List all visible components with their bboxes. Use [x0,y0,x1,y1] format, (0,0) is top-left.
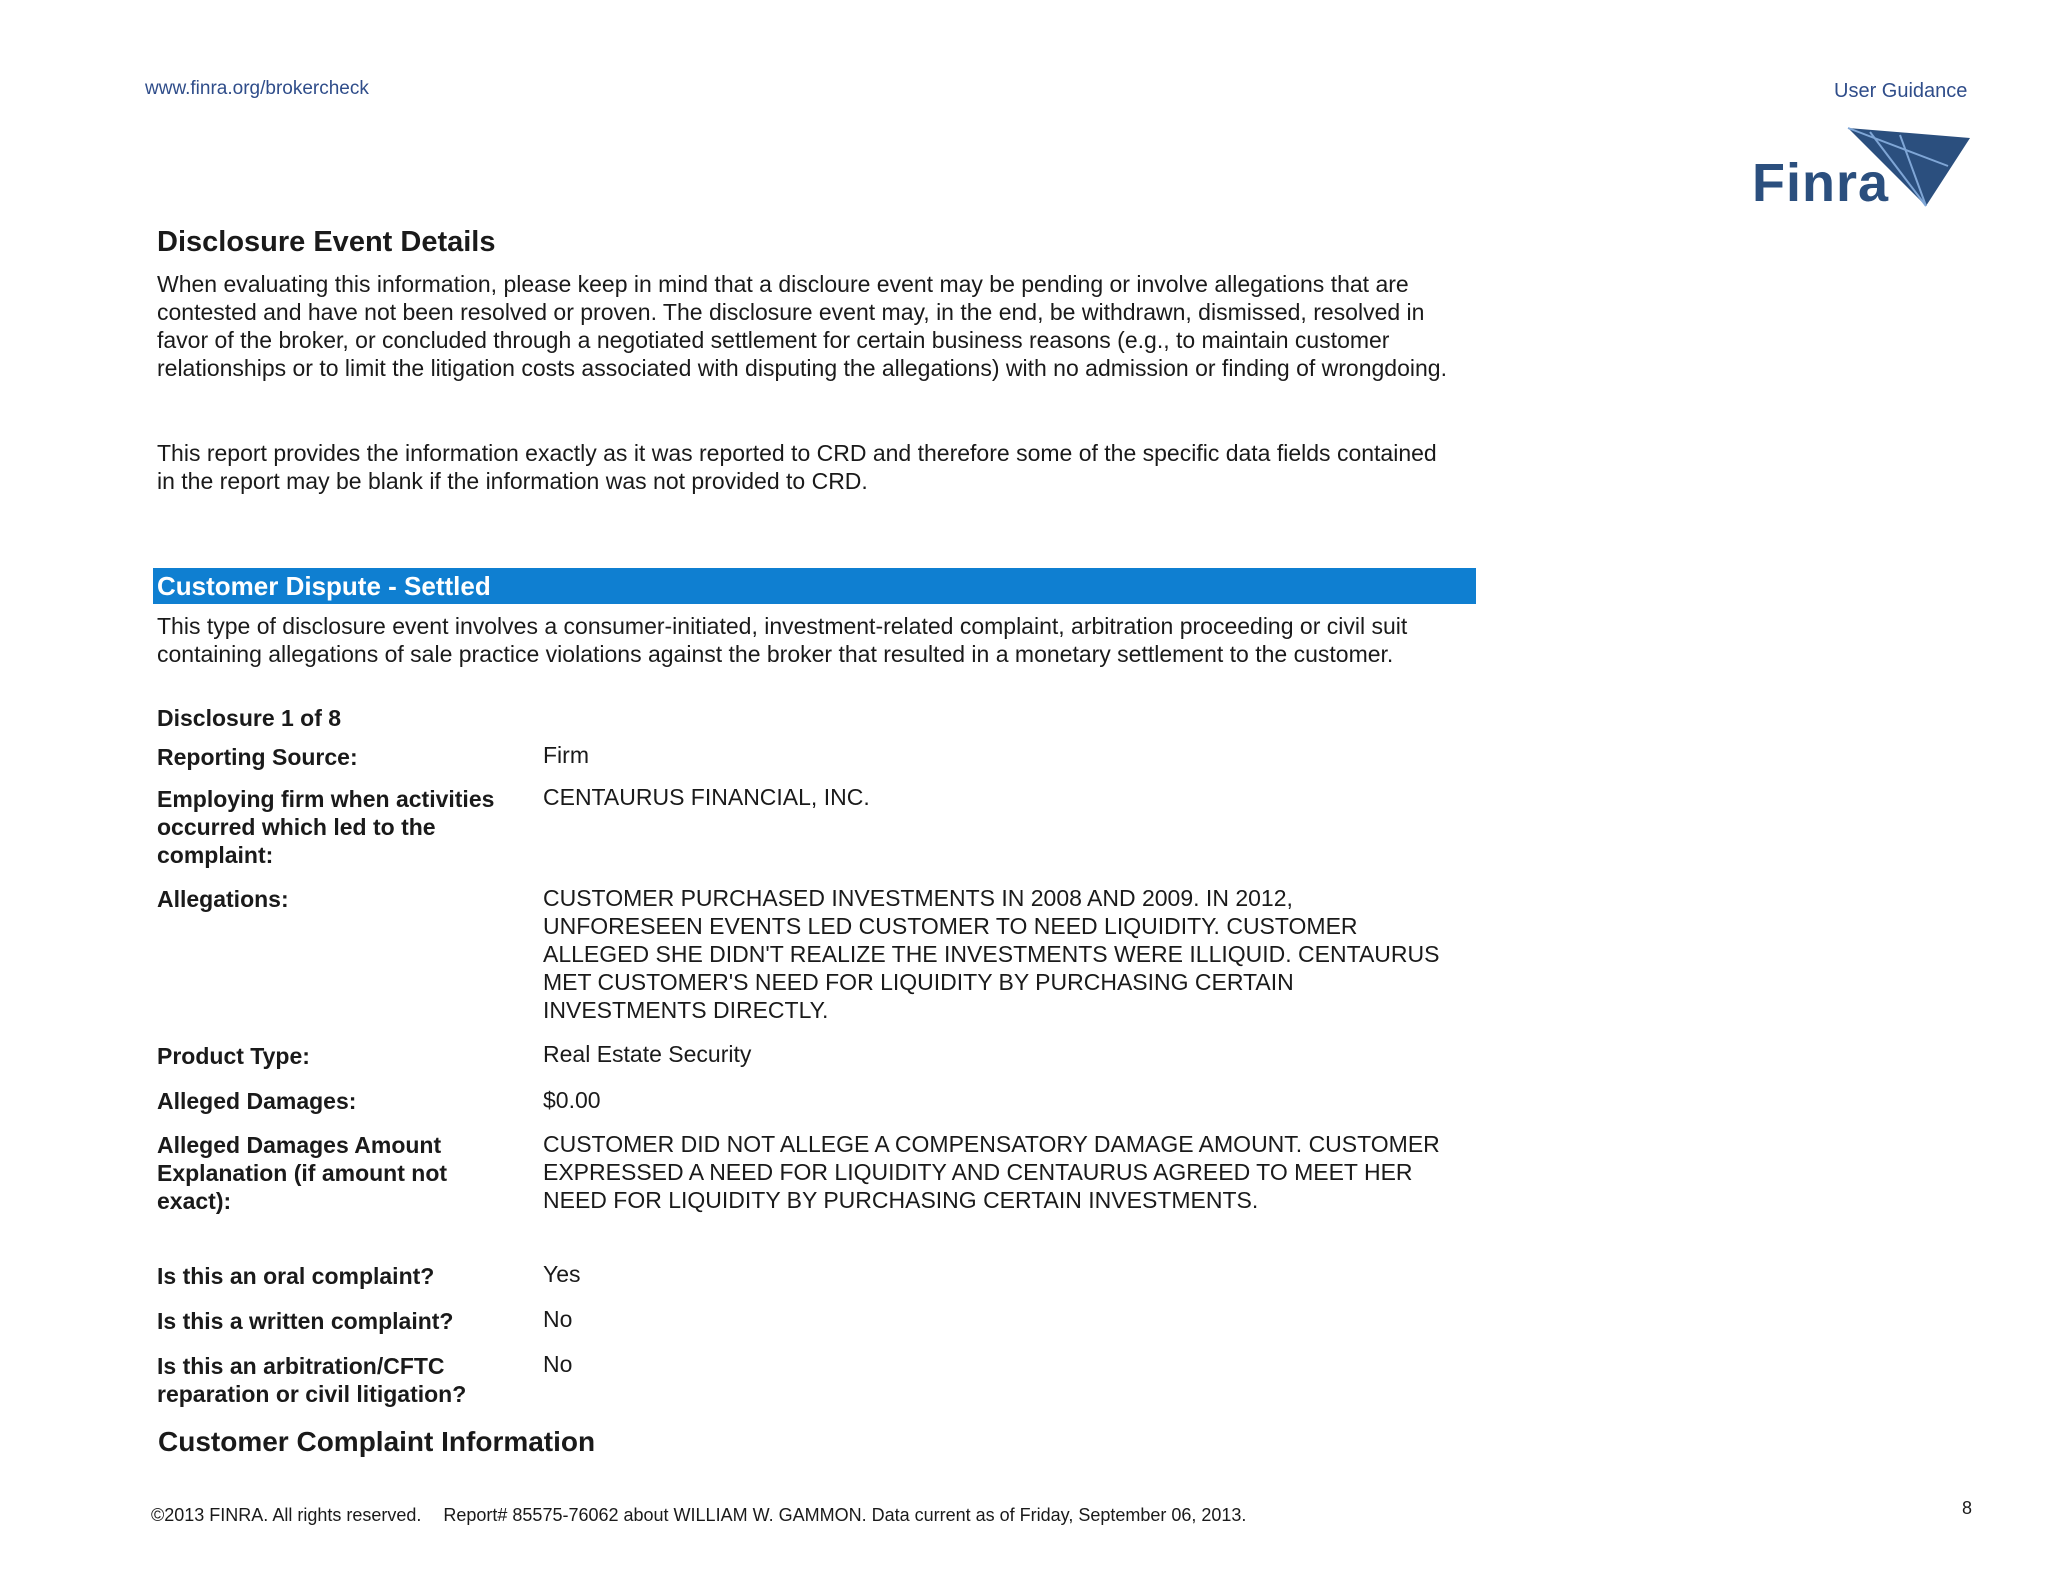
field-value-product-type: Real Estate Security [543,1041,752,1067]
finra-logo [1752,126,1972,213]
field-value-reporting-source: Firm [543,742,589,768]
field-value-allegations: CUSTOMER PURCHASED INVESTMENTS IN 2008 AND 2009. IN 2012, UNFORESEEN EVENTS LED CUSTOMER TO NEED LIQUIDITY. CUSTOMER ALLEGED SHE DIDN'T REALIZE THE INVESTMENTS WERE ILLIQUID. CENTAURUS MET CUSTOMER'S NEED FOR LIQUIDITY BY PURCHASING CERTAIN INVESTMENTS DIRECTLY. [543,885,1440,1023]
page-footer [151,1505,1246,1526]
field-label-arbitration: Is this an arbitration/CFTC reparation or civil litigation? [157,1353,467,1407]
field-value-employing-firm: CENTAURUS FINANCIAL, INC. [543,784,870,810]
finra-logo-wordmark: Finra [1752,153,1890,213]
field-value-arbitration: No [543,1351,573,1377]
field-label-written-complaint: Is this a written complaint? [157,1308,454,1334]
section-description: This type of disclosure event involves a consumer-initiated, investment-related complaint, arbitration proceeding or civil suit containing allegations of sale practice violations against the broker that resulted in a monetary settlement to the customer. [157,613,1408,667]
brokercheck-url-link[interactable]: www.finra.org/brokercheck [145,78,369,99]
field-value-damages-explanation: CUSTOMER DID NOT ALLEGE A COMPENSATORY DAMAGE AMOUNT. CUSTOMER EXPRESSED A NEED FOR LIQUIDITY AND CENTAURUS AGREED TO MEET HER NEED FOR LIQUIDITY BY PURCHASING CERTAIN INVESTMENTS. [543,1131,1440,1213]
section-heading: Customer Dispute - Settled [157,571,491,601]
section-header-bar [153,568,1476,604]
field-value-oral-complaint: Yes [543,1261,581,1287]
footer-report-info: Report# 85575-76062 about WILLIAM W. GAMMON. Data current as of Friday, September 06, 2013. [443,1505,1247,1525]
field-label-allegations: Allegations: [157,886,289,912]
user-guidance-link[interactable]: User Guidance [1834,80,1968,102]
customer-complaint-subheading: Customer Complaint Information [158,1426,596,1457]
field-value-alleged-damages: $0.00 [543,1087,601,1113]
intro-paragraph-1: When evaluating this information, please keep in mind that a discloure event may be pending or involve allegations that are contested and have not been resolved or proven. The disclosure event may, in the end, be withdrawn, dismissed, resolved in favor of the broker, or concluded through a negotiated settlement for certain business reasons (e.g., to maintain customer relationships or to limit the litigation costs associated with disputing the allegations) with no admission or finding of wrongdoing. [157,271,1447,381]
field-value-written-complaint: No [543,1306,573,1332]
disclosure-index: Disclosure 1 of 8 [157,705,342,731]
footer-copyright: ©2013 FINRA. All rights reserved. [151,1505,422,1525]
finra-logo-triangle-icon [1840,126,1972,208]
field-label-alleged-damages: Alleged Damages: [157,1088,357,1114]
field-label-oral-complaint: Is this an oral complaint? [157,1263,435,1289]
intro-paragraph-2: This report provides the information exactly as it was reported to CRD and therefore some of the specific data fields contained in the report may be blank if the information was not provided to CRD. [157,440,1437,494]
field-label-damages-explanation: Alleged Damages Amount Explanation (if amount not exact): [157,1132,448,1214]
page-number: 8 [1962,1498,1973,1518]
page-title: Disclosure Event Details [157,226,496,258]
field-label-reporting-source: Reporting Source: [157,744,358,770]
field-label-employing-firm: Employing firm when activities occurred which led to the complaint: [157,786,495,868]
field-label-product-type: Product Type: [157,1043,310,1069]
